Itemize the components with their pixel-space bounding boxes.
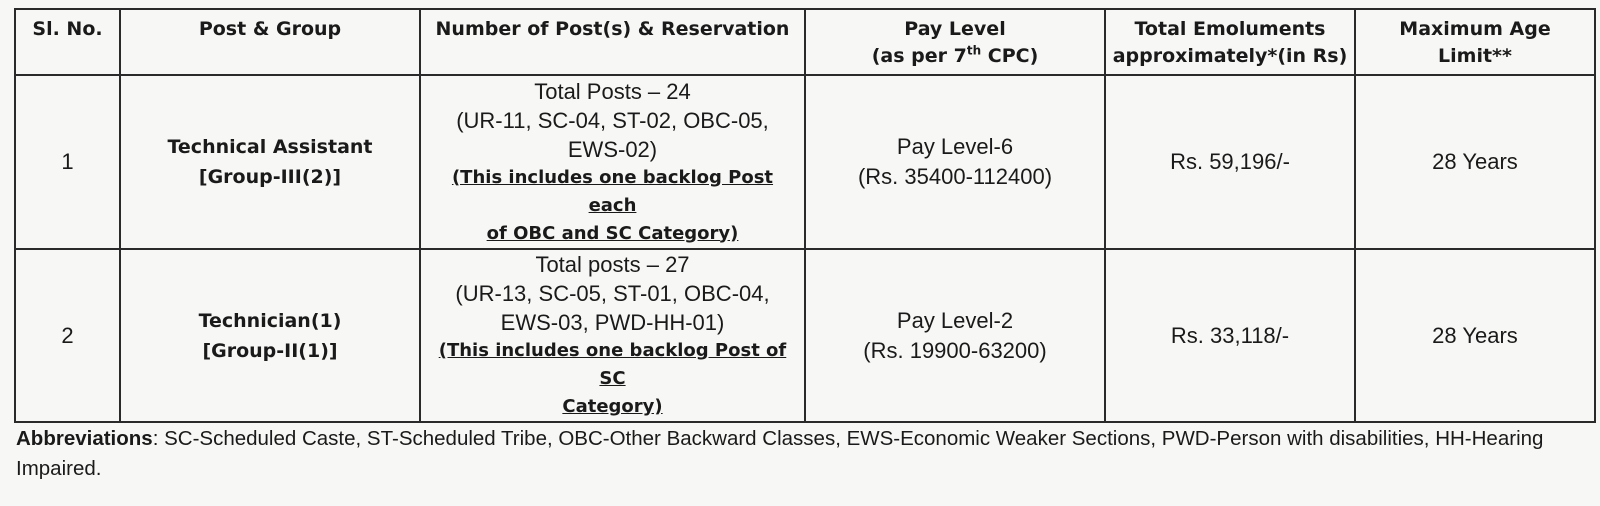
table-row	[15, 249, 1595, 422]
pay-level: Pay Level-2	[896, 307, 1014, 333]
cell-pay-level	[805, 75, 1105, 249]
backlog-note-line1: (This includes one backlog Post of SC	[438, 340, 787, 389]
pay-range: (Rs. 19900-63200)	[863, 337, 1047, 363]
header-sl-no: Sl. No.	[15, 9, 120, 75]
post-group: [Group-III(2)]	[198, 166, 342, 188]
header-emoluments	[1105, 9, 1355, 75]
recruitment-table	[14, 8, 1596, 423]
cell-posts-reservation	[420, 75, 805, 249]
pay-range: (Rs. 35400-112400)	[857, 164, 1053, 189]
backlog-note-line2: Category)	[562, 396, 663, 417]
recruitment-table-container	[14, 8, 1594, 423]
header-pay-level-pre: (as per 7	[871, 45, 967, 67]
post-group: [Group-II(1)]	[202, 339, 338, 362]
cell-age-limit: 28 Years	[1355, 249, 1595, 422]
cell-sl-no: 2	[15, 249, 120, 422]
abbreviations-label: Abbreviations	[16, 427, 153, 450]
header-pay-level-line1: Pay Level	[904, 18, 1006, 40]
reservation-line1: (UR-11, SC-04, ST-02, OBC-05,	[456, 107, 769, 133]
cell-emoluments: Rs. 33,118/-	[1105, 249, 1355, 422]
table-header-row	[15, 9, 1595, 75]
header-emoluments-line1: Total Emoluments	[1134, 18, 1326, 40]
cell-age-limit: 28 Years	[1355, 75, 1595, 249]
header-pay-level-sup: th	[966, 43, 982, 58]
backlog-note-line1: (This includes one backlog Post each	[451, 166, 774, 216]
backlog-note-line2: of OBC and SC Category)	[486, 222, 739, 244]
header-pay-level-post: CPC)	[981, 45, 1039, 67]
cell-sl-no: 1	[15, 75, 120, 249]
header-pay-level	[805, 9, 1105, 75]
cell-emoluments: Rs. 59,196/-	[1105, 75, 1355, 249]
post-name: Technical Assistant	[167, 136, 373, 158]
header-pay-level-line2	[812, 43, 1098, 70]
cell-pay-level	[805, 249, 1105, 422]
abbreviations-text: : SC-Scheduled Caste, ST-Scheduled Tribe, OBC-Other Backward Classes, EWS-Economic Weaker Sections, PWD-Person with disabilities, HH-Hearing Impaired.	[16, 427, 1544, 480]
reservation-line2: EWS-03, PWD-HH-01)	[500, 310, 725, 335]
cell-post-group	[120, 249, 420, 422]
header-age-line2: Limit**	[1438, 45, 1512, 67]
pay-level: Pay Level-6	[896, 134, 1014, 159]
reservation-line1: (UR-13, SC-05, ST-01, OBC-04,	[455, 281, 770, 306]
header-post-group: Post & Group	[120, 9, 420, 75]
table-row	[15, 75, 1595, 249]
header-age-line1: Maximum Age	[1399, 18, 1551, 40]
post-name: Technician(1)	[198, 309, 342, 332]
cell-posts-reservation	[420, 249, 805, 422]
abbreviations-note	[16, 424, 1591, 484]
total-posts: Total Posts – 24	[534, 78, 691, 104]
header-age-limit	[1355, 9, 1595, 75]
reservation-line2: EWS-02)	[567, 136, 658, 162]
header-posts-reservation: Number of Post(s) & Reservation	[420, 9, 805, 75]
cell-post-group	[120, 75, 420, 249]
header-emoluments-line2: approximately*(in Rs)	[1112, 45, 1348, 67]
total-posts: Total posts – 27	[535, 252, 690, 277]
